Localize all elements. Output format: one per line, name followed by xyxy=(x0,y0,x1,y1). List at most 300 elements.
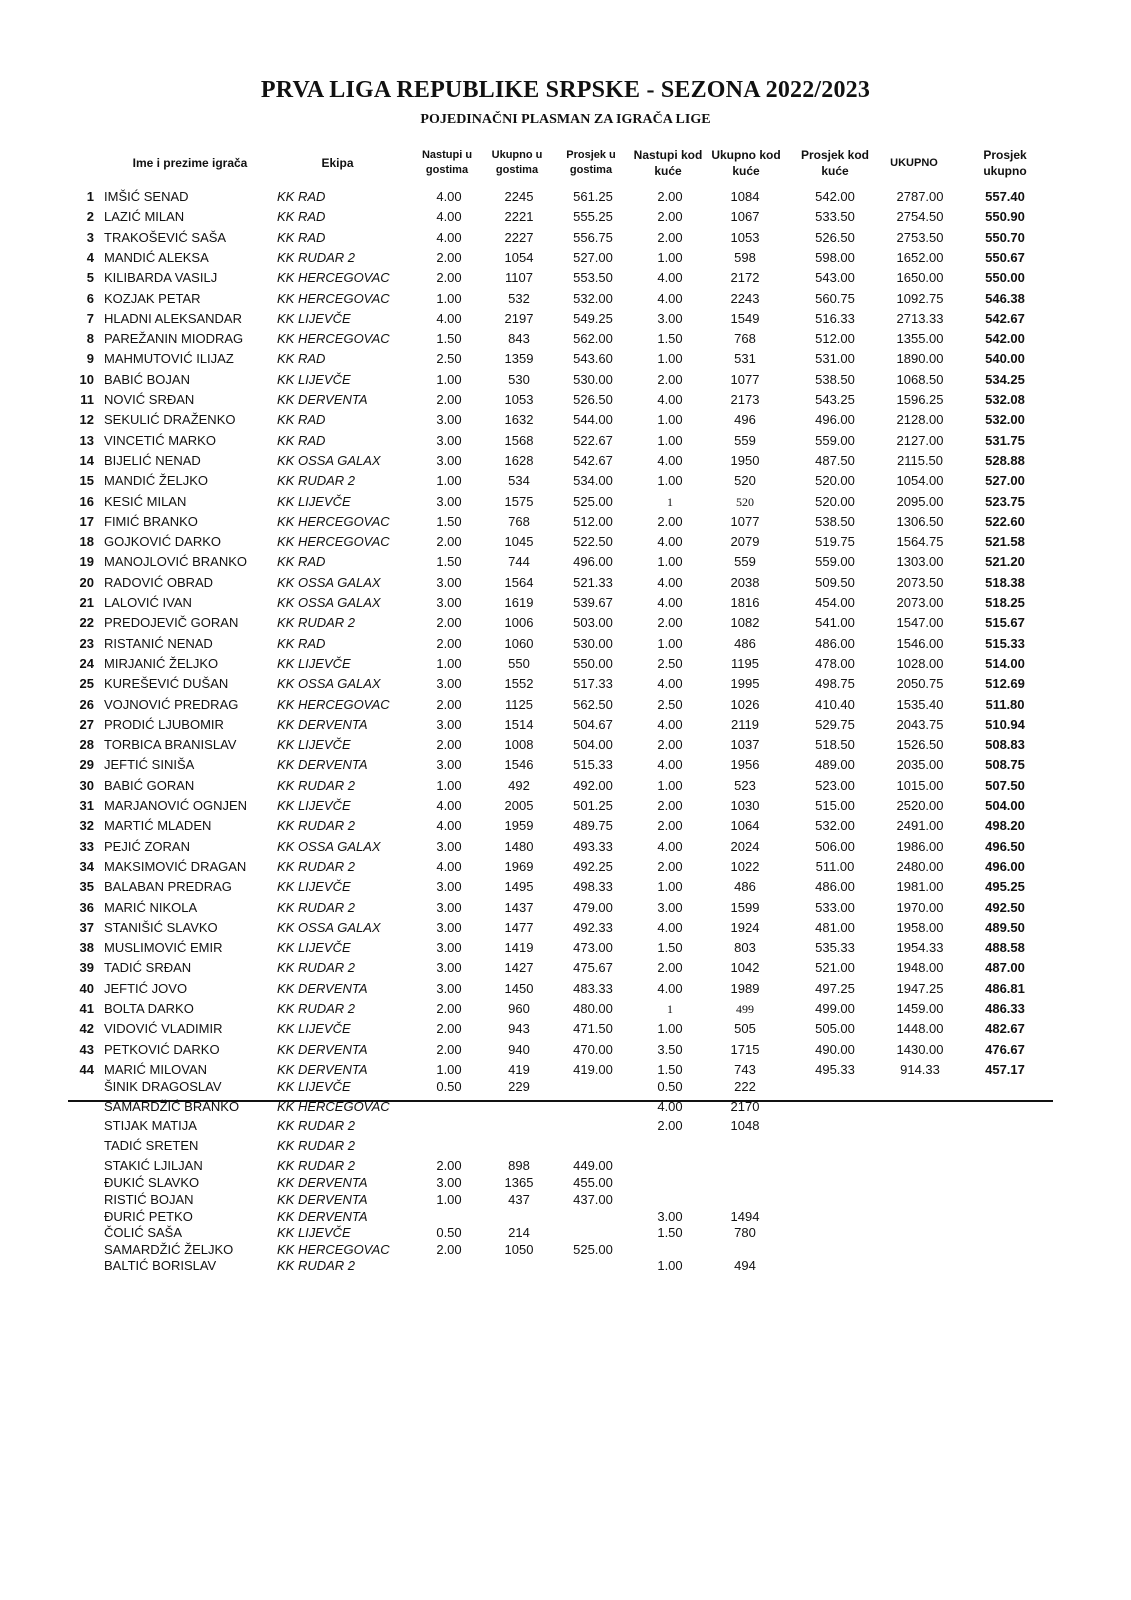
cell-home-total: 496 xyxy=(734,412,756,427)
cell-away-games: 3.00 xyxy=(436,920,462,935)
cell-overall-avg: 496.00 xyxy=(985,859,1025,874)
cell-total: 2073.00 xyxy=(896,595,944,610)
cell-home-games: 4.00 xyxy=(657,757,683,772)
cell-total: 2128.00 xyxy=(896,412,944,427)
cell-away-games: 2.00 xyxy=(436,250,462,265)
cell-away-total: 898 xyxy=(508,1158,530,1173)
cell-team: KK OSSA GALAX xyxy=(277,575,381,590)
cell-away-total: 943 xyxy=(508,1021,530,1036)
cell-overall-avg: 540.00 xyxy=(985,351,1025,366)
cell-home-games: 1.50 xyxy=(657,1062,683,1077)
cell-rank: 44 xyxy=(79,1062,94,1077)
table-row xyxy=(0,838,1131,856)
cell-away-avg: 498.33 xyxy=(573,879,613,894)
cell-overall-avg: 515.33 xyxy=(985,636,1025,651)
cell-home-avg: 490.00 xyxy=(815,1042,855,1057)
cell-total: 1355.00 xyxy=(896,331,944,346)
cell-home-total: 2172 xyxy=(730,270,760,285)
cell-overall-avg: 514.00 xyxy=(985,656,1025,671)
cell-team: KK LIJEVČE xyxy=(277,737,351,752)
cell-total: 1303.00 xyxy=(896,554,944,569)
table-row xyxy=(0,269,1131,287)
cell-away-games: 4.00 xyxy=(436,311,462,326)
cell-rank: 36 xyxy=(79,900,94,915)
cell-team: KK LIJEVČE xyxy=(277,311,351,326)
table-divider xyxy=(68,1100,1053,1102)
cell-overall-avg: 534.25 xyxy=(985,372,1025,387)
cell-home-games: 2.00 xyxy=(657,372,683,387)
cell-away-total: 2221 xyxy=(504,209,534,224)
cell-team: KK LIJEVČE xyxy=(277,372,351,387)
table-row-unranked xyxy=(0,1078,1131,1096)
cell-home-total: 2079 xyxy=(730,534,760,549)
cell-away-games: 2.00 xyxy=(436,1158,462,1173)
cell-home-avg: 523.00 xyxy=(815,778,855,793)
cell-player-name: PETKOVIĆ DARKO xyxy=(104,1042,220,1057)
cell-rank: 38 xyxy=(79,940,94,955)
cell-away-total: 1125 xyxy=(505,697,533,712)
cell-player-name: ĐUKIĆ SLAVKO xyxy=(104,1175,200,1190)
table-row xyxy=(0,249,1131,267)
cell-home-avg: 499.00 xyxy=(815,1001,855,1016)
cell-player-name: ČOLIĆ SAŠA xyxy=(104,1225,183,1240)
cell-home-games: 4.00 xyxy=(657,676,683,691)
cell-home-games: 1 xyxy=(667,1002,673,1016)
cell-away-avg: 522.67 xyxy=(573,433,613,448)
cell-home-avg: 533.50 xyxy=(815,209,855,224)
cell-away-total: 1959 xyxy=(504,818,534,833)
cell-overall-avg: 486.33 xyxy=(985,1001,1025,1016)
cell-overall-avg: 510.94 xyxy=(985,717,1025,732)
cell-team: KK OSSA GALAX xyxy=(277,676,381,691)
table-row-unranked xyxy=(0,1117,1131,1135)
cell-away-total: 2227 xyxy=(504,230,534,245)
cell-away-avg: 449.00 xyxy=(573,1158,613,1173)
cell-away-avg: 553.50 xyxy=(573,270,613,285)
cell-home-avg: 543.00 xyxy=(815,270,855,285)
cell-player-name: PEJIĆ ZORAN xyxy=(104,839,190,854)
table-row xyxy=(0,1020,1131,1038)
cell-home-games: 4.00 xyxy=(657,270,683,285)
cell-overall-avg: 531.75 xyxy=(985,433,1025,448)
cell-team: KK LIJEVČE xyxy=(277,940,351,955)
cell-player-name: TORBICA BRANISLAV xyxy=(104,737,237,752)
cell-home-total: 1042 xyxy=(730,960,760,975)
cell-total: 1546.00 xyxy=(896,636,944,651)
cell-home-games: 1.00 xyxy=(657,778,683,793)
table-row xyxy=(0,371,1131,389)
cell-home-total: 743 xyxy=(734,1062,756,1077)
cell-away-avg: 419.00 xyxy=(573,1062,613,1077)
cell-team: KK HERCEGOVAC xyxy=(277,1099,390,1114)
cell-home-games: 1.50 xyxy=(657,1225,683,1240)
cell-home-avg: 486.00 xyxy=(815,879,855,894)
cell-away-avg: 530.00 xyxy=(573,636,613,651)
cell-player-name: STAKIĆ LJILJAN xyxy=(104,1158,203,1173)
cell-away-avg: 475.67 xyxy=(573,960,613,975)
cell-home-games: 1.00 xyxy=(657,879,683,894)
cell-away-avg: 480.00 xyxy=(573,1001,613,1016)
cell-away-avg: 470.00 xyxy=(573,1042,613,1057)
cell-rank: 15 xyxy=(79,473,94,488)
cell-home-games: 1.00 xyxy=(657,433,683,448)
table-row xyxy=(0,452,1131,470)
table-row xyxy=(0,878,1131,896)
cell-home-avg: 515.00 xyxy=(815,798,855,813)
cell-away-games: 3.00 xyxy=(436,412,462,427)
cell-rank: 27 xyxy=(79,717,94,732)
cell-player-name: VOJNOVIĆ PREDRAG xyxy=(104,697,239,712)
cell-away-total: 1060 xyxy=(504,636,534,651)
cell-total: 1054.00 xyxy=(896,473,944,488)
cell-away-total: 1006 xyxy=(504,615,534,630)
cell-away-avg: 550.00 xyxy=(573,656,613,671)
cell-total: 1459.00 xyxy=(896,1001,944,1016)
cell-away-games: 4.00 xyxy=(436,230,462,245)
cell-home-total: 2024 xyxy=(730,839,760,854)
cell-away-games: 1.00 xyxy=(436,778,462,793)
cell-overall-avg: 550.67 xyxy=(985,250,1025,265)
cell-total: 1547.00 xyxy=(896,615,944,630)
cell-home-games: 4.00 xyxy=(657,392,683,407)
cell-away-games: 3.00 xyxy=(436,1175,462,1190)
table-row xyxy=(0,1041,1131,1059)
cell-player-name: MUSLIMOVIĆ EMIR xyxy=(104,940,223,955)
cell-away-total: 1450 xyxy=(504,981,534,996)
cell-away-total: 1628 xyxy=(504,453,534,468)
cell-home-total: 1195 xyxy=(731,656,759,671)
cell-team: KK RUDAR 2 xyxy=(277,615,356,630)
cell-total: 1306.50 xyxy=(896,514,944,529)
cell-away-games: 2.00 xyxy=(436,697,462,712)
cell-player-name: TADIĆ SRĐAN xyxy=(104,960,192,975)
cell-team: KK RAD xyxy=(277,433,326,448)
cell-home-games: 4.00 xyxy=(657,291,683,306)
cell-away-total: 530 xyxy=(508,372,530,387)
cell-away-avg: 527.00 xyxy=(573,250,613,265)
table-row xyxy=(0,513,1131,531)
cell-rank: 3 xyxy=(86,230,94,245)
cell-overall-avg: 550.90 xyxy=(985,209,1025,224)
cell-home-total: 1082 xyxy=(730,615,760,630)
cell-away-games: 4.00 xyxy=(436,818,462,833)
cell-team: KK RAD xyxy=(277,230,326,245)
cell-away-total: 1427 xyxy=(504,960,534,975)
cell-home-total: 2170 xyxy=(730,1099,760,1114)
cell-away-total: 940 xyxy=(508,1042,530,1057)
cell-home-games: 2.00 xyxy=(657,514,683,529)
cell-rank: 7 xyxy=(86,311,94,326)
cell-home-games: 2.00 xyxy=(657,1118,683,1133)
cell-player-name: MANOJLOVIĆ BRANKO xyxy=(104,554,248,569)
cell-away-total: 1419 xyxy=(504,940,534,955)
table-row xyxy=(0,919,1131,937)
cell-player-name: NOVIĆ SRĐAN xyxy=(104,392,195,407)
cell-overall-avg: 482.67 xyxy=(985,1021,1025,1036)
cell-away-games: 2.00 xyxy=(436,615,462,630)
cell-overall-avg: 495.25 xyxy=(985,879,1025,894)
cell-player-name: BALTIĆ BORISLAV xyxy=(104,1258,217,1273)
cell-home-avg: 519.75 xyxy=(815,534,855,549)
cell-away-avg: 515.33 xyxy=(573,757,613,772)
cell-overall-avg: 532.08 xyxy=(985,392,1025,407)
cell-home-total: 1084 xyxy=(730,189,760,204)
cell-overall-avg: 542.00 xyxy=(985,331,1025,346)
cell-total: 2754.50 xyxy=(896,209,944,224)
cell-overall-avg: 550.00 xyxy=(985,270,1025,285)
cell-away-total: 1045 xyxy=(504,534,534,549)
cell-rank: 22 xyxy=(79,615,94,630)
cell-away-total: 532 xyxy=(508,291,530,306)
cell-away-total: 437 xyxy=(508,1192,530,1207)
cell-away-total: 1050 xyxy=(504,1242,534,1257)
header-away-avg: Prosjek u gostima xyxy=(566,149,616,176)
cell-team: KK HERCEGOVAC xyxy=(277,514,390,529)
cell-away-games: 2.00 xyxy=(436,1042,462,1057)
cell-rank: 26 xyxy=(79,697,94,712)
cell-home-total: 1989 xyxy=(730,981,760,996)
cell-team: KK HERCEGOVAC xyxy=(277,1242,390,1257)
cell-home-avg: 481.00 xyxy=(815,920,855,935)
table-row xyxy=(0,858,1131,876)
cell-player-name: MAHMUTOVIĆ ILIJAZ xyxy=(104,351,234,366)
cell-total: 2115.50 xyxy=(896,453,944,468)
cell-home-total: 559 xyxy=(734,554,756,569)
cell-away-games: 2.00 xyxy=(436,1001,462,1016)
cell-home-total: 1956 xyxy=(730,757,760,772)
cell-player-name: ĐURIĆ PETKO xyxy=(104,1209,193,1224)
cell-away-avg: 479.00 xyxy=(573,900,613,915)
table-row-unranked xyxy=(0,1191,1131,1209)
cell-home-games: 3.00 xyxy=(657,1209,683,1224)
cell-home-games: 3.00 xyxy=(657,311,683,326)
cell-home-games: 0.50 xyxy=(657,1079,683,1094)
cell-away-games: 3.00 xyxy=(436,676,462,691)
cell-overall-avg: 528.88 xyxy=(985,453,1025,468)
cell-player-name: MARTIĆ MLADEN xyxy=(104,818,212,833)
cell-rank: 24 xyxy=(79,656,94,671)
cell-player-name: MANDIĆ ALEKSA xyxy=(104,250,209,265)
cell-team: KK RUDAR 2 xyxy=(277,778,356,793)
cell-home-avg: 506.00 xyxy=(815,839,855,854)
cell-home-games: 4.00 xyxy=(657,595,683,610)
table-row xyxy=(0,939,1131,957)
cell-player-name: PRODIĆ LJUBOMIR xyxy=(104,717,224,732)
cell-home-avg: 538.50 xyxy=(815,514,855,529)
cell-home-total: 520 xyxy=(736,495,754,509)
cell-team: KK DERVENTA xyxy=(277,757,368,772)
cell-away-avg: 455.00 xyxy=(573,1175,613,1190)
cell-player-name: FIMIĆ BRANKO xyxy=(104,514,198,529)
cell-home-avg: 520.00 xyxy=(815,494,855,509)
cell-player-name: SEKULIĆ DRAŽENKO xyxy=(104,412,236,427)
cell-home-total: 1599 xyxy=(730,900,760,915)
cell-player-name: PAREŽANIN MIODRAG xyxy=(104,331,244,346)
cell-player-name: IMŠIĆ SENAD xyxy=(104,189,189,204)
cell-team: KK RUDAR 2 xyxy=(277,1158,356,1173)
cell-player-name: BIJELIĆ NENAD xyxy=(104,453,201,468)
cell-home-avg: 533.00 xyxy=(815,900,855,915)
cell-overall-avg: 508.83 xyxy=(985,737,1025,752)
cell-home-games: 1.00 xyxy=(657,636,683,651)
cell-away-total: 843 xyxy=(508,331,530,346)
table-row-unranked xyxy=(0,1257,1131,1275)
cell-overall-avg: 457.17 xyxy=(985,1062,1025,1077)
cell-home-avg: 489.00 xyxy=(815,757,855,772)
cell-home-total: 486 xyxy=(734,636,756,651)
cell-home-games: 2.00 xyxy=(657,798,683,813)
cell-total: 2050.75 xyxy=(896,676,944,691)
cell-team: KK RUDAR 2 xyxy=(277,250,356,265)
cell-overall-avg: 487.00 xyxy=(985,960,1025,975)
cell-away-games: 2.00 xyxy=(436,737,462,752)
cell-away-avg: 534.00 xyxy=(573,473,613,488)
table-row xyxy=(0,188,1131,206)
cell-away-games: 3.00 xyxy=(436,981,462,996)
cell-away-avg: 489.75 xyxy=(573,818,613,833)
table-row xyxy=(0,290,1131,308)
cell-overall-avg: 508.75 xyxy=(985,757,1025,772)
cell-player-name: MARJANOVIĆ OGNJEN xyxy=(104,798,248,813)
cell-team: KK LIJEVČE xyxy=(277,1021,351,1036)
cell-player-name: LAZIĆ MILAN xyxy=(104,209,185,224)
cell-rank: 23 xyxy=(79,636,94,651)
table-row xyxy=(0,655,1131,673)
cell-overall-avg: 515.67 xyxy=(985,615,1025,630)
cell-away-total: 768 xyxy=(508,514,530,529)
cell-overall-avg: 486.81 xyxy=(985,981,1025,996)
cell-overall-avg: 504.00 xyxy=(985,798,1025,813)
cell-total: 1068.50 xyxy=(896,372,944,387)
cell-home-games: 4.00 xyxy=(657,453,683,468)
cell-overall-avg: 488.58 xyxy=(985,940,1025,955)
cell-home-avg: 529.75 xyxy=(815,717,855,732)
cell-home-games: 1.00 xyxy=(657,250,683,265)
cell-team: KK RAD xyxy=(277,209,326,224)
cell-away-total: 2245 xyxy=(504,189,534,204)
cell-player-name: ŠINIK DRAGOSLAV xyxy=(104,1079,222,1094)
cell-away-avg: 503.00 xyxy=(573,615,613,630)
cell-rank: 11 xyxy=(80,392,94,407)
cell-team: KK DERVENTA xyxy=(277,1062,368,1077)
cell-rank: 30 xyxy=(79,778,94,793)
cell-home-games: 3.00 xyxy=(657,900,683,915)
cell-overall-avg: 523.75 xyxy=(985,494,1025,509)
cell-total: 2520.00 xyxy=(896,798,944,813)
cell-away-games: 3.00 xyxy=(436,575,462,590)
cell-total: 1954.33 xyxy=(896,940,944,955)
cell-rank: 16 xyxy=(79,494,94,509)
cell-total: 1970.00 xyxy=(896,900,944,915)
cell-rank: 40 xyxy=(79,981,94,996)
cell-home-total: 1995 xyxy=(730,676,760,691)
cell-rank: 1 xyxy=(86,189,94,204)
cell-away-games: 1.00 xyxy=(436,1192,462,1207)
cell-away-avg: 549.25 xyxy=(573,311,613,326)
cell-away-avg: 521.33 xyxy=(573,575,613,590)
cell-player-name: BABIĆ GORAN xyxy=(104,778,195,793)
cell-away-total: 534 xyxy=(508,473,530,488)
cell-team: KK LIJEVČE xyxy=(277,1225,351,1240)
cell-away-avg: 562.50 xyxy=(573,697,613,712)
cell-away-games: 3.00 xyxy=(436,433,462,448)
cell-home-avg: 478.00 xyxy=(815,656,855,671)
cell-total: 1526.50 xyxy=(896,737,944,752)
cell-player-name: VIDOVIĆ VLADIMIR xyxy=(104,1021,223,1036)
cell-player-name: STIJAK MATIJA xyxy=(104,1118,197,1133)
cell-home-total: 1048 xyxy=(730,1118,760,1133)
cell-away-total: 1495 xyxy=(504,879,534,894)
cell-team: KK RUDAR 2 xyxy=(277,473,356,488)
cell-team: KK RUDAR 2 xyxy=(277,1258,356,1273)
cell-overall-avg: 498.20 xyxy=(985,818,1025,833)
cell-player-name: KUREŠEVIĆ DUŠAN xyxy=(104,676,229,691)
cell-away-games: 0.50 xyxy=(436,1079,462,1094)
cell-player-name: KILIBARDA VASILJ xyxy=(104,270,218,285)
cell-team: KK HERCEGOVAC xyxy=(277,331,390,346)
cell-away-avg: 539.67 xyxy=(573,595,613,610)
table-row xyxy=(0,310,1131,328)
table-row xyxy=(0,432,1131,450)
cell-away-games: 4.00 xyxy=(436,798,462,813)
cell-home-avg: 410.40 xyxy=(815,697,855,712)
cell-away-avg: 492.33 xyxy=(573,920,613,935)
cell-team: KK RUDAR 2 xyxy=(277,960,356,975)
cell-home-total: 1924 xyxy=(730,920,760,935)
cell-home-games: 4.00 xyxy=(657,1099,683,1114)
cell-away-games: 1.50 xyxy=(436,554,462,569)
cell-away-avg: 504.00 xyxy=(573,737,613,752)
cell-home-games: 4.00 xyxy=(657,717,683,732)
cell-away-total: 1480 xyxy=(504,839,534,854)
cell-home-total: 598 xyxy=(734,250,756,265)
cell-player-name: MANDIĆ ŽELJKO xyxy=(104,473,209,488)
cell-rank: 34 xyxy=(79,859,94,874)
cell-home-avg: 532.00 xyxy=(815,818,855,833)
cell-home-games: 1.00 xyxy=(657,1021,683,1036)
cell-away-total: 1969 xyxy=(504,859,534,874)
cell-away-avg: 483.33 xyxy=(573,981,613,996)
cell-home-total: 505 xyxy=(734,1021,756,1036)
cell-away-avg: 496.00 xyxy=(573,554,613,569)
cell-home-games: 2.00 xyxy=(657,737,683,752)
cell-total: 1981.00 xyxy=(896,879,944,894)
cell-team: KK LIJEVČE xyxy=(277,494,351,509)
cell-overall-avg: 512.69 xyxy=(985,676,1025,691)
cell-home-games: 1.00 xyxy=(657,412,683,427)
table-row xyxy=(0,493,1131,511)
header-away-games: Nastupi u gostima xyxy=(421,149,473,176)
cell-player-name: JEFTIĆ JOVO xyxy=(104,981,188,996)
cell-home-avg: 516.33 xyxy=(815,311,855,326)
cell-player-name: GOJKOVIĆ DARKO xyxy=(104,534,222,549)
header-team: Ekipa xyxy=(321,156,354,170)
cell-home-total: 1494 xyxy=(730,1209,760,1224)
cell-home-total: 222 xyxy=(734,1079,756,1094)
cell-away-avg: 542.67 xyxy=(573,453,613,468)
cell-team: KK DERVENTA xyxy=(277,1175,368,1190)
cell-total: 2787.00 xyxy=(896,189,944,204)
cell-total: 1948.00 xyxy=(896,960,944,975)
cell-team: KK RAD xyxy=(277,412,326,427)
cell-player-name: PREDOJEVIČ GORAN xyxy=(104,615,239,630)
cell-overall-avg: 522.60 xyxy=(985,514,1025,529)
header-home-total: Ukupno kod kuće xyxy=(711,148,781,178)
cell-away-total: 1564 xyxy=(504,575,534,590)
cell-team: KK OSSA GALAX xyxy=(277,920,381,935)
cell-overall-avg: 521.58 xyxy=(985,534,1025,549)
cell-away-avg: 492.00 xyxy=(573,778,613,793)
